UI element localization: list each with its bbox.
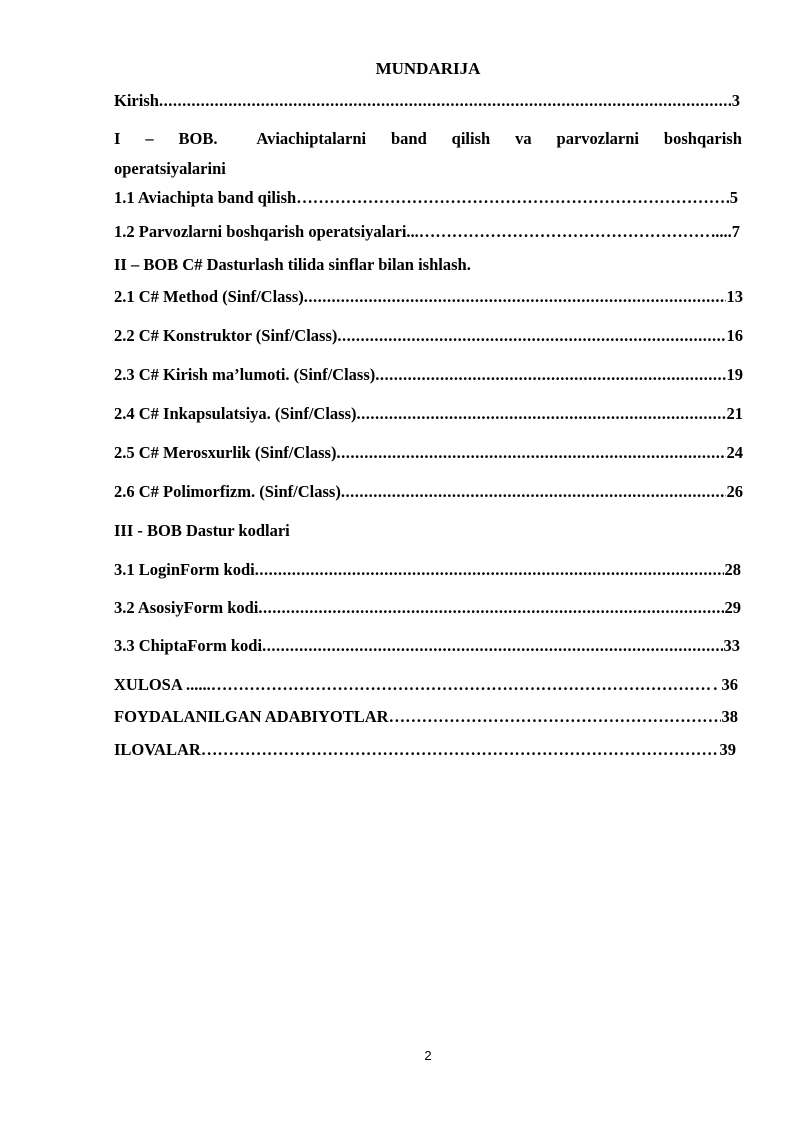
chapter-1-line-1 — [114, 124, 742, 154]
toc-entry-2-4[interactable] — [114, 404, 743, 424]
toc-entry-label: FOYDALANILGAN ADABIYOTLAR — [114, 707, 389, 726]
toc-entry-label: Kirish — [114, 91, 159, 110]
toc-entry-page: . 36 — [713, 675, 738, 694]
toc-entry-label: 1.1 Aviachipta band qilish — [114, 188, 297, 207]
dot-leader — [258, 598, 723, 618]
toc-entry-2-2[interactable] — [114, 326, 743, 346]
dot-leader — [255, 560, 724, 580]
toc-entry-page: 29 — [724, 598, 741, 617]
chapter-1-word: boshqarish — [663, 129, 742, 148]
chapter-1-word: I — [114, 129, 121, 148]
toc-entry-page: 33 — [723, 636, 740, 655]
toc-entry-2-1[interactable] — [114, 287, 743, 307]
toc-entry-xulosa[interactable] — [114, 675, 738, 695]
toc-entry-1-1[interactable] — [114, 188, 738, 208]
chapter-1-word: BOB. — [178, 129, 218, 148]
page-number: 2 — [424, 1048, 432, 1063]
toc-entry-page: 13 — [726, 287, 743, 306]
dot-leader — [389, 707, 721, 727]
chapter-1-word: parvozlarni — [556, 129, 640, 148]
dot-leader — [296, 188, 729, 208]
chapter-1-word: band — [390, 129, 427, 148]
toc-entry-page: 28 — [724, 560, 741, 579]
toc-entry-label: 2.1 C# Method (Sinf/Class) — [114, 287, 304, 306]
dot-leader — [336, 443, 725, 463]
toc-entry-ilovalar[interactable] — [114, 740, 736, 760]
toc-entry-page: 5 — [729, 188, 738, 207]
toc-entry-3-2[interactable] — [114, 598, 741, 618]
dot-leader — [375, 365, 725, 385]
toc-entry-3-3[interactable] — [114, 636, 740, 656]
toc-entry-label: 2.3 C# Kirish ma’lumoti. (Sinf/Class) — [114, 365, 376, 384]
toc-entry-page: 21 — [726, 404, 743, 423]
dot-leader — [159, 91, 731, 111]
toc-entry-label: XULOSA ...... — [114, 675, 211, 694]
toc-entry-label: ILOVALAR — [114, 740, 201, 759]
toc-entry-page: 26 — [726, 482, 743, 501]
toc-entry-label: 3.3 ChiptaForm kodi — [114, 636, 263, 655]
toc-entry-label: 2.5 C# Merosxurlik (Sinf/Class) — [114, 443, 337, 462]
chapter-1-word: qilish — [451, 129, 491, 148]
dot-leader — [357, 404, 726, 424]
chapter-1-line-2: operatsiyalarini — [114, 159, 226, 178]
toc-entry-page: 38 — [721, 707, 738, 726]
toc-entry-foydalanilgan-adabiyotlar[interactable] — [114, 707, 738, 727]
toc-entry-3-1[interactable] — [114, 560, 741, 580]
toc-entry-page: 39 — [719, 740, 736, 759]
dot-leader — [262, 636, 722, 656]
chapter-1-word: Aviachiptalarni — [256, 129, 367, 148]
toc-entry-page: 3 — [731, 91, 740, 110]
chapter-1-word: – — [145, 129, 154, 148]
toc-entry-label: 3.2 AsosiyForm kodi — [114, 598, 259, 617]
dot-leader — [211, 675, 713, 695]
toc-chapter-3[interactable]: III - BOB Dastur kodlari — [114, 521, 290, 540]
dot-leader — [419, 222, 710, 242]
dot-leader — [201, 740, 719, 760]
toc-chapter-1[interactable] — [114, 124, 742, 184]
chapter-1-word: va — [515, 129, 532, 148]
toc-chapter-2[interactable]: II – BOB C# Dasturlash tilida sinflar bilan ishlash. — [114, 255, 471, 274]
toc-entry-label: 2.6 C# Polimorfizm. (Sinf/Class) — [114, 482, 341, 501]
dot-leader — [337, 326, 725, 346]
dot-leader — [304, 287, 726, 307]
toc-entry-1-2[interactable] — [114, 222, 740, 242]
toc-entry-page: .....7 — [711, 222, 740, 241]
toc-entry-page: 24 — [726, 443, 743, 462]
dot-leader — [341, 482, 726, 502]
toc-entry-2-3[interactable] — [114, 365, 743, 385]
toc-entry-label: 2.2 C# Konstruktor (Sinf/Class) — [114, 326, 338, 345]
toc-entry-page: 19 — [726, 365, 743, 384]
toc-title: MUNDARIJA — [375, 59, 481, 78]
toc-entry-2-6[interactable] — [114, 482, 743, 502]
toc-entry-label: 3.1 LoginForm kodi — [114, 560, 255, 579]
toc-entry-kirish[interactable] — [114, 91, 740, 111]
toc-entry-label: 1.2 Parvozlarni boshqarish operatsiyalari... — [114, 222, 419, 241]
toc-entry-page: 16 — [726, 326, 743, 345]
toc-entry-label: 2.4 C# Inkapsulatsiya. (Sinf/Class) — [114, 404, 357, 423]
toc-entry-2-5[interactable] — [114, 443, 743, 463]
